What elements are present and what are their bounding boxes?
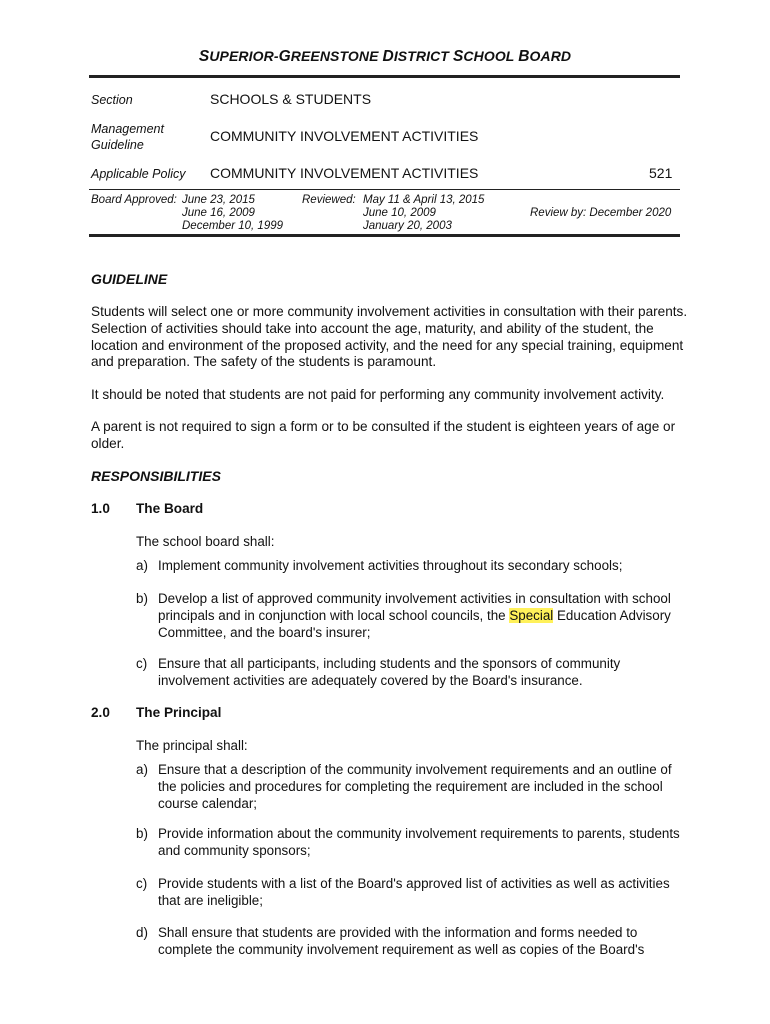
guideline-value: COMMUNITY INVOLVEMENT ACTIVITIES (210, 128, 479, 144)
list-item-label: b) (136, 826, 148, 841)
title-part: CHOOL (463, 48, 519, 64)
title-part: UPERIOR- (209, 48, 279, 64)
approved-date-1: June 23, 2015 (182, 194, 255, 206)
list-item-label: c) (136, 656, 148, 671)
list-item-label: b) (136, 591, 148, 606)
list-item-label: c) (136, 876, 148, 891)
list-item (136, 762, 691, 812)
section-value: SCHOOLS & STUDENTS (210, 91, 372, 107)
list-item (136, 656, 691, 690)
title-part: S (198, 48, 210, 65)
policy-number: 521 (649, 165, 673, 181)
list-item-text: Ensure that a description of the community involvement requirements and an outline of the policies and procedures for completing the requirement are included in the school course calendar; (158, 762, 672, 811)
title-part: D (382, 48, 394, 65)
reviewed-label: Reviewed: (302, 194, 356, 206)
header-bottom-rule (89, 234, 680, 237)
list-item-text: Provide information about the community involvement requirements to parents, students and community sponsors; (158, 826, 680, 858)
section-2-intro: The principal shall: (136, 738, 248, 753)
highlighted-text: Special (509, 607, 554, 623)
title-part: B (518, 48, 530, 65)
list-item-label: a) (136, 558, 148, 573)
list-item-text-end: Education Advisory Committee, and the board's insurer; (158, 607, 671, 640)
section-label: Section (91, 93, 133, 107)
list-item-text (158, 591, 691, 641)
list-item-text: Shall ensure that students are provided with the information and forms needed to complete the community involvement requirement as well as copies of the Board's (158, 925, 645, 957)
reviewed-date-3: January 20, 2003 (363, 220, 452, 232)
guideline-label-line2: Guideline (91, 138, 144, 152)
list-item-text-start: Develop a list of approved community involvement activities in consultation with school principals and in conjunction with local school councils, the (158, 591, 671, 623)
list-item (136, 826, 691, 860)
title-rule (89, 75, 680, 78)
section-2-title: The Principal (136, 705, 222, 720)
policy-label: Applicable Policy (91, 167, 186, 181)
section-2-number: 2.0 (91, 705, 110, 720)
list-item-text: Implement community involvement activities throughout its secondary schools; (158, 558, 623, 573)
approved-date-2: June 16, 2009 (182, 207, 255, 219)
approved-label: Board Approved: (91, 194, 177, 206)
list-item-text: Ensure that all participants, including students and the sponsors of community involvement activities are adequately covered by the Board's insurance. (158, 656, 621, 688)
guideline-label-line1: Management (91, 122, 164, 136)
guideline-paragraph-2: It should be noted that students are not paid for performing any community involvement activity. (91, 387, 665, 402)
list-item (136, 925, 691, 959)
title-part: ISTRICT (393, 48, 453, 64)
list-item (136, 558, 691, 575)
title-part: G (278, 48, 291, 65)
section-1-intro: The school board shall: (136, 534, 275, 549)
title-part: REENSTONE (290, 48, 383, 64)
list-item (136, 591, 691, 641)
responsibilities-heading: RESPONSIBILITIES (91, 468, 221, 484)
guideline-paragraph-1: Students will select one or more community involvement activities in consultation with their parents. Selection of activities should take into account the age, maturity, and ability of the student, the location and environment of the proposed activity, and the need for any special training, equipment and preparation. The safety of the students is paramount. (91, 304, 688, 370)
guideline-heading: GUIDELINE (91, 271, 168, 287)
document-title (0, 48, 770, 66)
list-item (136, 876, 691, 910)
list-item-label: d) (136, 925, 148, 940)
list-item-text: Provide students with a list of the Board's approved list of activities as well as activities that are ineligible; (158, 876, 670, 908)
list-item-label: a) (136, 762, 148, 777)
title-part: S (452, 48, 464, 65)
guideline-paragraph-3: A parent is not required to sign a form or to be consulted if the student is eighteen years of age or older. (91, 419, 676, 451)
review-by: Review by: December 2020 (530, 207, 672, 219)
approved-date-3: December 10, 1999 (182, 220, 284, 232)
section-1-number: 1.0 (91, 501, 110, 516)
header-divider (89, 189, 680, 190)
reviewed-date-1: May 11 & April 13, 2015 (363, 194, 485, 206)
policy-value: COMMUNITY INVOLVEMENT ACTIVITIES (210, 165, 479, 181)
reviewed-date-2: June 10, 2009 (363, 207, 436, 219)
title-part: OARD (529, 48, 572, 64)
section-1-title: The Board (136, 501, 204, 516)
